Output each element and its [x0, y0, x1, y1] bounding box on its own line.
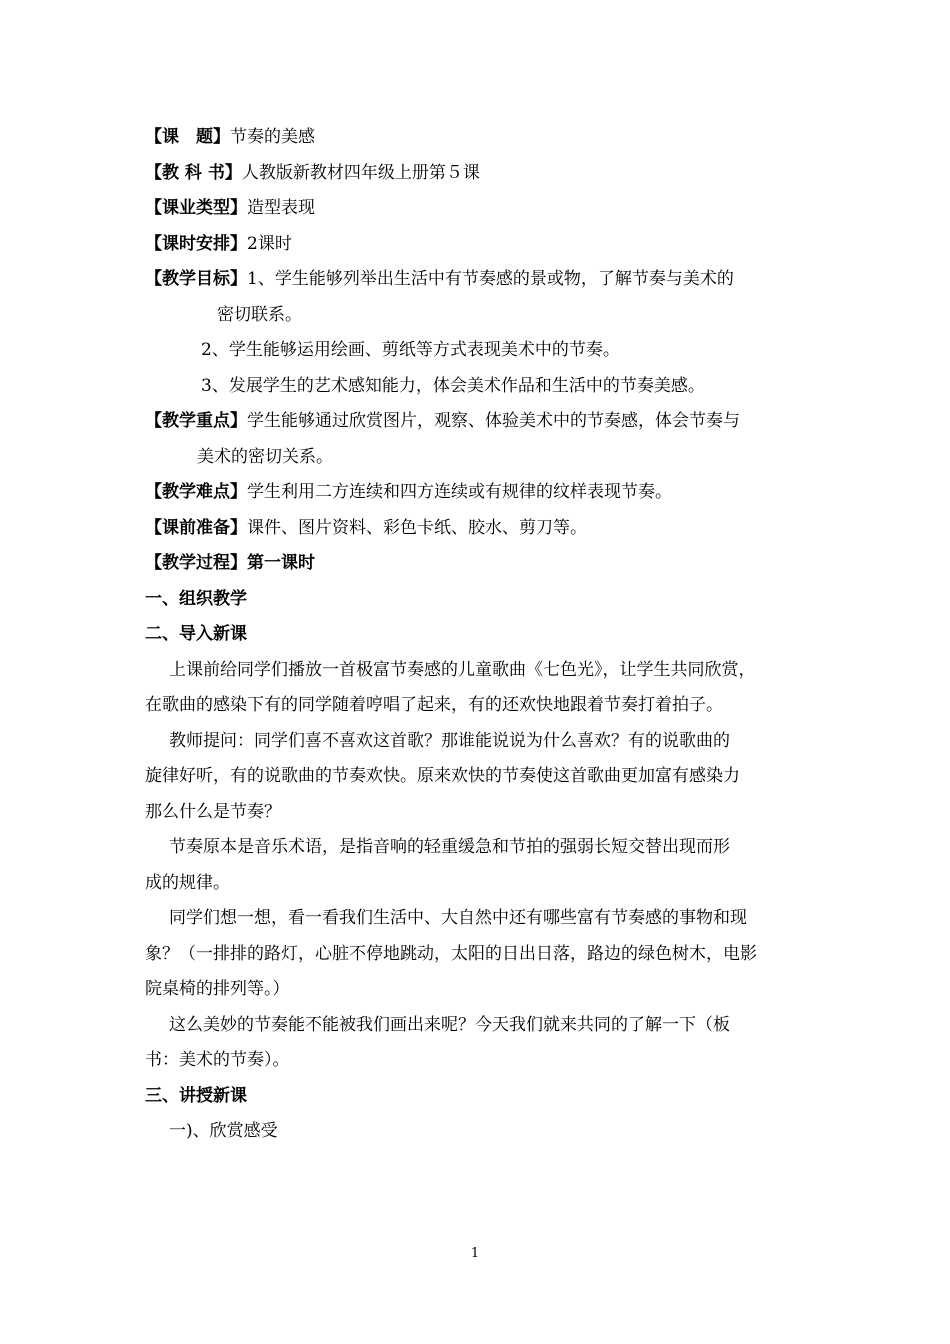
textbook-line: [145, 156, 810, 192]
hours-label: 【课时安排】: [145, 233, 247, 254]
paragraph-2c: 那么什么是节奏？: [145, 801, 281, 822]
topic-label: 【课 题】: [145, 127, 230, 147]
difficulty-value: 学生利用二方连续和四方连续或有规律的纹样表现节奏。: [247, 482, 672, 502]
goal-2-line: [145, 333, 810, 369]
goals-label: 【教学目标】: [145, 269, 247, 289]
type-value: 造型表现: [247, 198, 315, 218]
difficulty-label: 【教学难点】: [145, 482, 247, 502]
prep-line: [145, 511, 810, 547]
lesson-plan-body: [145, 120, 810, 1150]
topic-line: [145, 120, 810, 156]
textbook-label: 【教 科 书】: [145, 162, 242, 183]
difficulty-line: [145, 475, 810, 511]
key-line: [145, 404, 810, 440]
goal-1b: 密切联系。: [217, 304, 302, 325]
process-line: [145, 546, 810, 582]
goal-3: 3、发展学生的艺术感知能力，体会美术作品和生活中的节奏美感。: [201, 375, 705, 396]
textbook-value: 人教版新教材四年级上册第５课: [241, 162, 480, 183]
paragraph-2b: 旋律好听，有的说歌曲的节奏欢快。原来欢快的节奏使这首歌曲更加富有感染力: [145, 766, 740, 786]
paragraph-3b: 成的规律。: [145, 872, 230, 893]
goal-1a: 1、学生能够列举出生活中有节奏感的景或物，了解节奏与美术的: [247, 269, 734, 289]
hours-value: 2课时: [247, 233, 292, 254]
paragraph-5b: 书：美术的节奏）。: [145, 1050, 290, 1070]
subsection-heading: 一)、欣赏感受: [169, 1121, 278, 1141]
section-heading-3: 三、讲授新课: [145, 1085, 247, 1106]
prep-value: 课件、图片资料、彩色卡纸、胶水、剪刀等。: [247, 517, 587, 538]
key-b-line: [145, 440, 810, 476]
section-heading-1: 一、组织教学: [145, 588, 247, 609]
paragraph-5a: 这么美妙的节奏能不能被我们画出来呢？今天我们就来共同的了解一下（板: [169, 1014, 730, 1035]
goal-3-line: [145, 369, 810, 405]
key-b: 美术的密切关系。: [197, 446, 333, 467]
hours-line: [145, 227, 810, 263]
goal-1b-line: [145, 298, 810, 334]
key-label: 【教学重点】: [145, 411, 247, 431]
section-heading-2: 二、导入新课: [145, 624, 247, 644]
paragraph-4a: 同学们想一想，看一看我们生活中、大自然中还有哪些富有节奏感的事物和现: [169, 908, 747, 928]
topic-value: 节奏的美感: [230, 127, 315, 147]
paragraph-1b: 在歌曲的感染下有的同学随着哼唱了起来，有的还欢快地跟着节奏打着拍子。: [145, 695, 723, 715]
paragraph-3a: 节奏原本是音乐术语，是指音响的轻重缓急和节拍的强弱长短交替出现而形: [169, 837, 730, 857]
paragraph-2a: 教师提问：同学们喜不喜欢这首歌？那谁能说说为什么喜欢？有的说歌曲的: [169, 730, 730, 751]
goal-2: 2、学生能够运用绘画、剪纸等方式表现美术中的节奏。: [201, 340, 620, 360]
prep-label: 【课前准备】: [145, 517, 247, 538]
type-label: 【课业类型】: [145, 198, 247, 218]
goals-line: [145, 262, 810, 298]
process-value: 第一课时: [247, 553, 315, 573]
process-label: 【教学过程】: [145, 553, 247, 573]
paragraph-4b: 象？（一排排的路灯，心脏不停地跳动，太阳的日出日落，路边的绿色树木，电影: [145, 943, 757, 964]
paragraph-4c: 院桌椅的排列等。）: [145, 979, 290, 999]
page-number: 1: [470, 1246, 480, 1261]
paragraph-1a: 上课前给同学们播放一首极富节奏感的儿童歌曲《七色光》，让学生共同欣赏，: [169, 659, 756, 680]
key-a: 学生能够通过欣赏图片，观察、体验美术中的节奏感，体会节奏与: [247, 411, 740, 431]
type-line: [145, 191, 810, 227]
